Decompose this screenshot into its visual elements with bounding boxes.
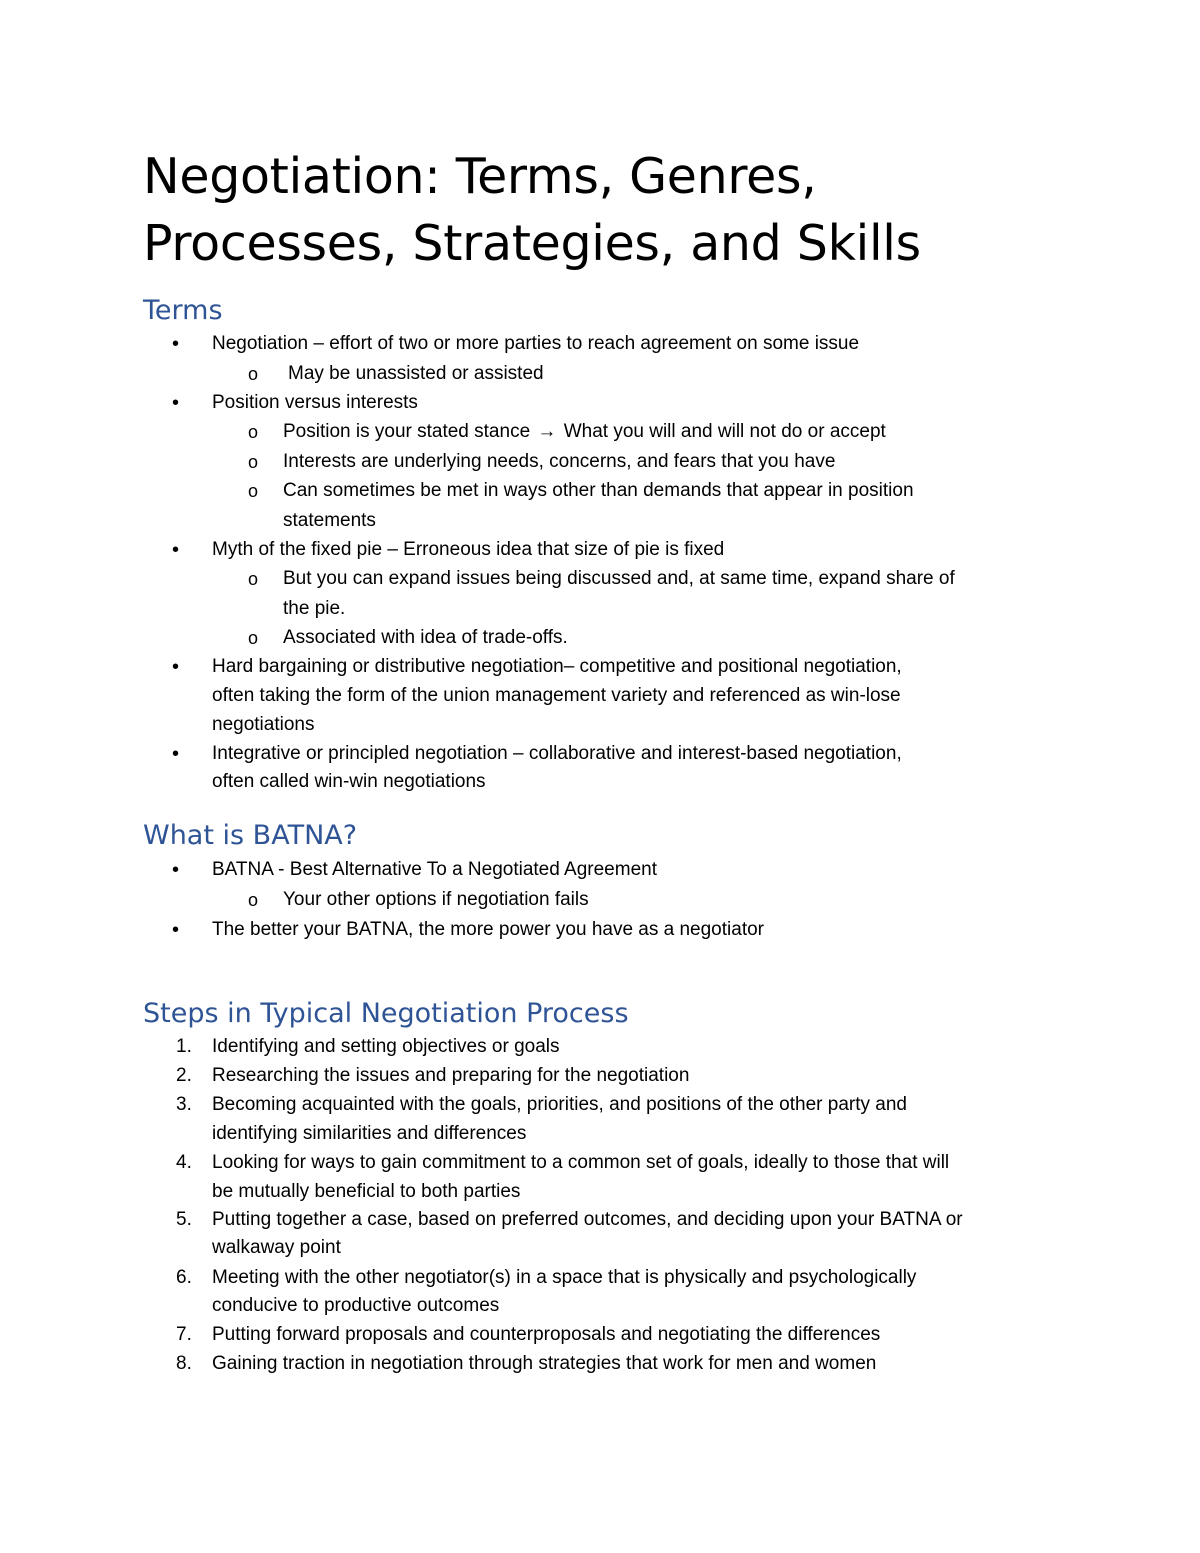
step-item-2: Researching the issues and preparing for the negotiation bbox=[212, 1065, 690, 1086]
step-item-7: Putting forward proposals and counterproposals and negotiating the differences bbox=[212, 1324, 881, 1345]
list-item-position-interests: Position versus interests bbox=[212, 392, 418, 413]
sub-bullet-marker: o bbox=[248, 890, 259, 910]
list-item-hard-bargaining-line-2: often taking the form of the union management variety and referenced as win-lose bbox=[212, 685, 901, 706]
step-number: 2. bbox=[176, 1065, 192, 1086]
step-item-5-line-2: walkaway point bbox=[212, 1237, 341, 1258]
sub-item-position-stance bbox=[283, 420, 886, 444]
sub-item-unassisted: May be unassisted or assisted bbox=[288, 363, 544, 384]
section-heading-batna: What is BATNA? bbox=[143, 820, 358, 851]
sub-item-other-options: Your other options if negotiation fails bbox=[283, 889, 589, 910]
sub-item-met-other-ways-line-2: statements bbox=[283, 510, 376, 531]
sub-item-interests: Interests are underlying needs, concerns, and fears that you have bbox=[283, 451, 836, 472]
bullet-marker: • bbox=[172, 392, 180, 414]
section-heading-terms: Terms bbox=[143, 295, 223, 326]
bullet-marker: • bbox=[172, 539, 180, 561]
document-title-line-2: Processes, Strategies, and Skills bbox=[143, 215, 921, 272]
list-item-fixed-pie: Myth of the fixed pie – Erroneous idea that size of pie is fixed bbox=[212, 539, 725, 560]
step-item-3-line-2: identifying similarities and differences bbox=[212, 1123, 527, 1144]
sub-item-met-other-ways-line-1: Can sometimes be met in ways other than demands that appear in position bbox=[283, 480, 914, 501]
step-number: 7. bbox=[176, 1324, 192, 1345]
sub-bullet-marker: o bbox=[248, 481, 259, 501]
bullet-marker: • bbox=[172, 743, 180, 765]
step-number: 8. bbox=[176, 1353, 192, 1374]
bullet-marker: • bbox=[172, 333, 180, 355]
bullet-marker: • bbox=[172, 919, 180, 941]
sub-bullet-marker: o bbox=[248, 569, 259, 589]
step-item-6-line-2: conducive to productive outcomes bbox=[212, 1295, 500, 1316]
step-number: 1. bbox=[176, 1036, 192, 1057]
list-item-hard-bargaining-line-3: negotiations bbox=[212, 714, 315, 735]
list-item-negotiation: Negotiation – effort of two or more parties to reach agreement on some issue bbox=[212, 333, 860, 354]
section-heading-steps: Steps in Typical Negotiation Process bbox=[143, 998, 629, 1029]
list-item-integrative-line-2: often called win-win negotiations bbox=[212, 771, 486, 792]
sub-bullet-marker: o bbox=[248, 628, 259, 648]
bullet-marker: • bbox=[172, 656, 180, 678]
arrow-right-icon: → bbox=[537, 421, 557, 442]
step-number: 5. bbox=[176, 1209, 192, 1230]
list-item-integrative-line-1: Integrative or principled negotiation – collaborative and interest-based negotiation, bbox=[212, 743, 902, 764]
sub-bullet-marker: o bbox=[248, 422, 259, 442]
document-title-line-1: Negotiation: Terms, Genres, bbox=[143, 148, 817, 205]
step-item-5-line-1: Putting together a case, based on preferred outcomes, and deciding upon your BATNA or bbox=[212, 1209, 963, 1230]
list-item-batna-definition: BATNA - Best Alternative To a Negotiated Agreement bbox=[212, 859, 657, 880]
list-item-hard-bargaining-line-1: Hard bargaining or distributive negotiation– competitive and positional negotiation, bbox=[212, 656, 902, 677]
list-item-better-batna: The better your BATNA, the more power you have as a negotiator bbox=[212, 919, 764, 940]
step-item-4-line-1: Looking for ways to gain commitment to a common set of goals, ideally to those that will bbox=[212, 1152, 950, 1173]
sub-item-trade-offs: Associated with idea of trade-offs. bbox=[283, 627, 568, 648]
document-title bbox=[143, 143, 921, 277]
sub-item-position-stance-part-1: Position is your stated stance bbox=[283, 421, 531, 442]
step-item-4-line-2: be mutually beneficial to both parties bbox=[212, 1181, 521, 1202]
step-item-8: Gaining traction in negotiation through strategies that work for men and women bbox=[212, 1353, 877, 1374]
step-item-3-line-1: Becoming acquainted with the goals, priorities, and positions of the other party and bbox=[212, 1094, 907, 1115]
step-number: 3. bbox=[176, 1094, 192, 1115]
step-number: 6. bbox=[176, 1267, 192, 1288]
step-item-6-line-1: Meeting with the other negotiator(s) in a space that is physically and psychologically bbox=[212, 1267, 917, 1288]
bullet-marker: • bbox=[172, 859, 180, 881]
sub-item-position-stance-part-2: What you will and will not do or accept bbox=[563, 421, 886, 442]
sub-bullet-marker: o bbox=[248, 452, 259, 472]
step-number: 4. bbox=[176, 1152, 192, 1173]
step-item-1: Identifying and setting objectives or goals bbox=[212, 1036, 560, 1057]
sub-item-expand-issues-line-2: the pie. bbox=[283, 598, 346, 619]
sub-item-expand-issues-line-1: But you can expand issues being discussed and, at same time, expand share of bbox=[283, 568, 955, 589]
sub-bullet-marker: o bbox=[248, 364, 259, 384]
